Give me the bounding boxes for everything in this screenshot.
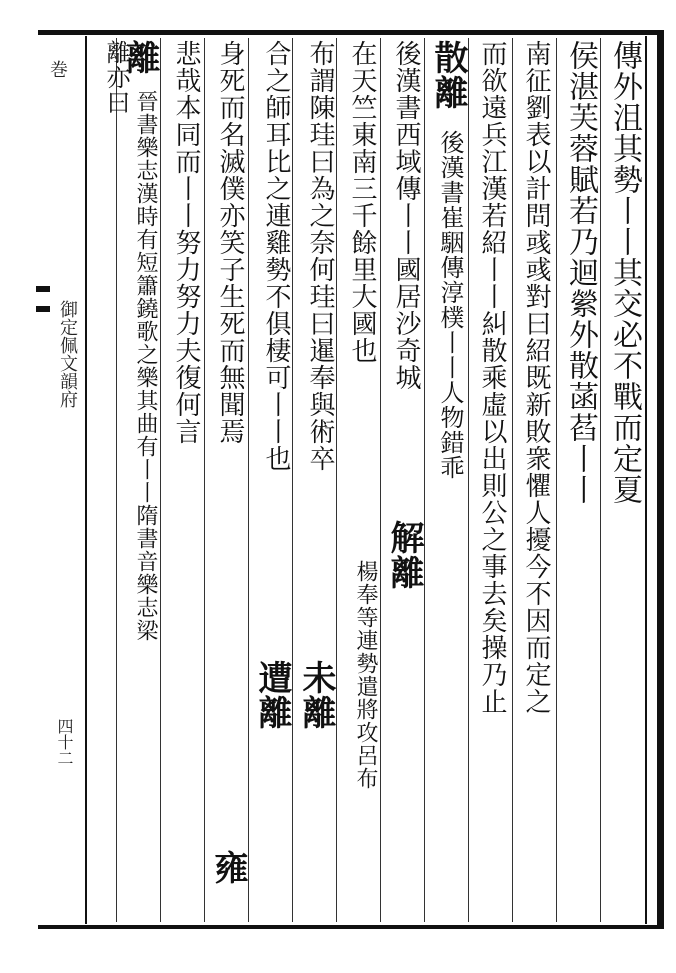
- entry-heading: 雍: [208, 850, 248, 885]
- margin-page-number: 四十二: [55, 718, 74, 766]
- entry-heading: 散離: [428, 40, 468, 110]
- text-column: 離亦曰: [102, 40, 130, 115]
- text-column: 合之師耳比之連雞勢不俱棲可丨丨也: [261, 40, 291, 472]
- entry-heading: 未離: [296, 660, 336, 730]
- text-column: 而欲遠兵江漢若紹丨丨糾散乘虛以出則公之事去矣操乃止: [477, 40, 507, 715]
- margin-mark: 巻: [47, 60, 68, 78]
- text-column: 後漢書西域傳丨丨國居沙奇城: [391, 40, 421, 391]
- frame-bottom-border: [38, 925, 664, 929]
- frame-top-border: [38, 30, 664, 35]
- text-column: 傳外沮其勢丨丨其交必不戰而定夏: [607, 40, 642, 505]
- text-column: 後漢書崔駰傳淳樸丨丨人物錯乖: [436, 130, 464, 480]
- frame-right-border: [657, 30, 664, 929]
- entry-heading: 離: [120, 40, 160, 75]
- text-column: 身死而名滅僕亦笑子生死而無聞焉: [215, 40, 245, 445]
- text-column: 南征劉表以計問彧彧對曰紹既新敗衆懼人擾今不因而定之: [521, 40, 551, 715]
- text-column: 布謂陳珪曰為之奈何珪曰暹奉與術卒: [305, 40, 335, 472]
- entry-heading: 遭離: [252, 660, 292, 730]
- text-column: 悲哉本同而丨丨努力努力夫復何言: [171, 40, 201, 445]
- text-column: 侯湛芙蓉賦若乃迴縈外散菡萏丨丨: [563, 40, 598, 505]
- margin-book-title: 御定佩文韻府: [57, 300, 78, 408]
- entry-heading: 解離: [384, 520, 424, 590]
- text-column: 楊奉等連勢遣將攻呂布: [353, 560, 378, 790]
- frame-left-border: [85, 36, 87, 924]
- text-column: 晉書樂志漢時有短簫鐃歌之樂其曲有丨丨隋書音樂志梁: [133, 90, 158, 642]
- text-column: 在天竺東南三千餘里大國也: [347, 40, 377, 364]
- column-rule: [116, 38, 117, 922]
